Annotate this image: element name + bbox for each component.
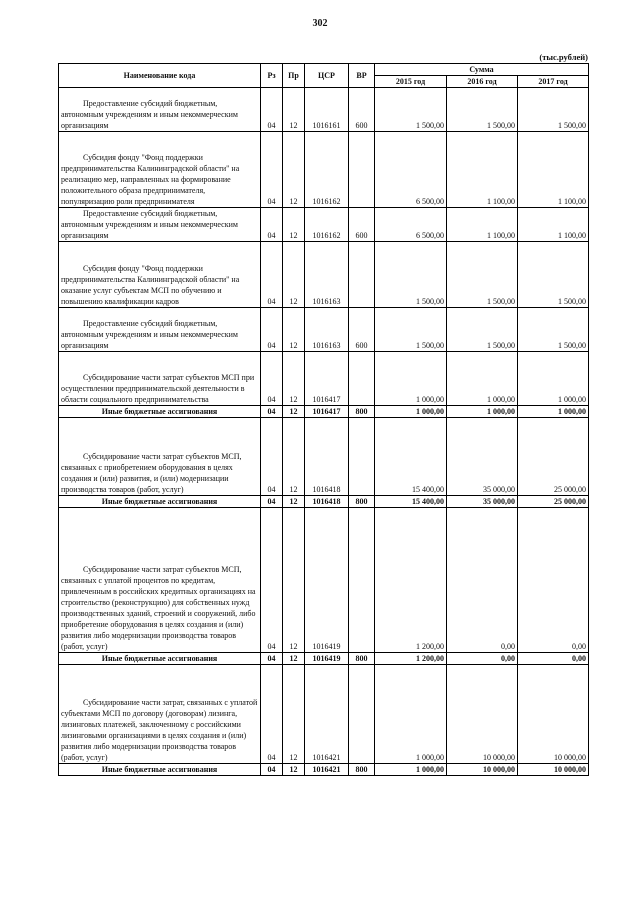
row-vr: 800: [349, 406, 375, 418]
row-sum-2015: 6 500,00: [375, 132, 447, 208]
table-row: [59, 665, 589, 764]
row-csr: 1016421: [305, 665, 349, 764]
row-pr: 12: [283, 508, 305, 653]
row-name: Иные бюджетные ассигнования: [59, 496, 261, 508]
row-csr: 1016417: [305, 406, 349, 418]
row-csr: 1016163: [305, 308, 349, 352]
row-sum-2016: 1 000,00: [447, 352, 518, 406]
row-sum-2016: 1 500,00: [447, 308, 518, 352]
row-vr: 800: [349, 653, 375, 665]
row-pr: 12: [283, 352, 305, 406]
row-vr: 600: [349, 208, 375, 242]
row-pr: 12: [283, 88, 305, 132]
col-header-vr: ВР: [349, 64, 375, 88]
col-header-name: Наименование кода: [59, 64, 261, 88]
row-name: Предоставление субсидий бюджетным, автономным учреждениям и иным некоммерческим организациям: [59, 308, 261, 352]
row-sum-2016: 1 100,00: [447, 208, 518, 242]
row-pr: 12: [283, 242, 305, 308]
row-vr: [349, 132, 375, 208]
row-sum-2016: 1 500,00: [447, 88, 518, 132]
row-csr: 1016421: [305, 764, 349, 776]
row-csr: 1016418: [305, 496, 349, 508]
row-name: Субсидирование части затрат субъектов МСП, связанных с приобретением оборудования в целях создания и (или) развития, и (или) модернизации производства товаров (работ, услуг): [59, 418, 261, 496]
row-sum-2015: 15 400,00: [375, 418, 447, 496]
row-vr: [349, 508, 375, 653]
row-csr: 1016162: [305, 208, 349, 242]
row-sum-2015: 1 500,00: [375, 88, 447, 132]
row-name: Предоставление субсидий бюджетным, автономным учреждениям и иным некоммерческим организациям: [59, 88, 261, 132]
row-sum-2015: 1 000,00: [375, 352, 447, 406]
table-row: [59, 508, 589, 653]
row-sum-2017: 1 500,00: [518, 242, 589, 308]
row-sum-2015: 1 500,00: [375, 308, 447, 352]
row-rz: 04: [261, 308, 283, 352]
row-vr: 600: [349, 308, 375, 352]
row-csr: 1016161: [305, 88, 349, 132]
row-pr: 12: [283, 496, 305, 508]
row-csr: 1016163: [305, 242, 349, 308]
row-csr: 1016162: [305, 132, 349, 208]
table-row: [59, 88, 589, 132]
budget-table: [58, 63, 589, 776]
row-csr: 1016419: [305, 508, 349, 653]
row-sum-2016: 1 000,00: [447, 406, 518, 418]
row-rz: 04: [261, 665, 283, 764]
col-header-sum: Сумма: [375, 64, 589, 76]
row-vr: 600: [349, 88, 375, 132]
row-sum-2015: 1 000,00: [375, 406, 447, 418]
row-rz: 04: [261, 418, 283, 496]
row-sum-2015: 1 500,00: [375, 242, 447, 308]
table-row: [59, 764, 589, 776]
row-rz: 04: [261, 653, 283, 665]
row-sum-2017: 1 500,00: [518, 88, 589, 132]
col-header-2015: 2015 год: [375, 76, 447, 88]
row-csr: 1016419: [305, 653, 349, 665]
row-sum-2017: 1 000,00: [518, 352, 589, 406]
table-row: [59, 308, 589, 352]
row-vr: [349, 418, 375, 496]
row-rz: 04: [261, 496, 283, 508]
row-sum-2016: 0,00: [447, 508, 518, 653]
row-sum-2015: 1 200,00: [375, 508, 447, 653]
row-name: Субсидия фонду "Фонд поддержки предпринимательства Калининградской области" на реализацию мер, направленных на формирование положительного образа предпринимателя, популяризацию роли предпринимателя: [59, 132, 261, 208]
row-sum-2017: 0,00: [518, 508, 589, 653]
row-sum-2016: 1 500,00: [447, 242, 518, 308]
row-csr: 1016418: [305, 418, 349, 496]
units-label: (тыс.рублей): [539, 52, 588, 62]
row-sum-2017: 25 000,00: [518, 496, 589, 508]
row-name: Субсидирование части затрат, связанных с уплатой субъектами МСП по договору (договорам) лизинга, лизинговых платежей, заключенному с российскими лизинговыми организациями в целях создания и (или) развития либо модернизации производства товаров (работ, услуг): [59, 665, 261, 764]
row-name: Предоставление субсидий бюджетным, автономным учреждениям и иным некоммерческим организациям: [59, 208, 261, 242]
row-rz: 04: [261, 406, 283, 418]
row-pr: 12: [283, 665, 305, 764]
row-sum-2016: 10 000,00: [447, 764, 518, 776]
row-name: Субсидирование части затрат субъектов МСП, связанных с уплатой процентов по кредитам, привлеченным в российских кредитных организациях на строительство (реконструкцию) для собственных нужд производственных зданий, строений и сооружений, либо приобретение оборудования в целях создания и (или) развития либо модернизации производства товаров (работ, услуг): [59, 508, 261, 653]
col-header-2017: 2017 год: [518, 76, 589, 88]
row-name: Иные бюджетные ассигнования: [59, 653, 261, 665]
row-rz: 04: [261, 88, 283, 132]
row-rz: 04: [261, 764, 283, 776]
col-header-csr: ЦСР: [305, 64, 349, 88]
row-sum-2015: 1 200,00: [375, 653, 447, 665]
row-name: Иные бюджетные ассигнования: [59, 406, 261, 418]
row-name: Субсидирование части затрат субъектов МСП при осуществлении предпринимательской деятельности в области социального предпринимательства: [59, 352, 261, 406]
row-rz: 04: [261, 208, 283, 242]
table-row: [59, 496, 589, 508]
table-row: [59, 132, 589, 208]
row-sum-2017: 1 100,00: [518, 208, 589, 242]
table-row: [59, 418, 589, 496]
row-sum-2017: 1 100,00: [518, 132, 589, 208]
row-rz: 04: [261, 242, 283, 308]
row-sum-2017: 1 500,00: [518, 308, 589, 352]
row-rz: 04: [261, 132, 283, 208]
table-row: [59, 352, 589, 406]
row-rz: 04: [261, 352, 283, 406]
row-sum-2015: 1 000,00: [375, 764, 447, 776]
row-sum-2016: 35 000,00: [447, 496, 518, 508]
row-vr: 800: [349, 764, 375, 776]
row-pr: 12: [283, 308, 305, 352]
row-rz: 04: [261, 508, 283, 653]
row-sum-2017: 1 000,00: [518, 406, 589, 418]
col-header-pr: Пр: [283, 64, 305, 88]
row-pr: 12: [283, 208, 305, 242]
row-sum-2016: 0,00: [447, 653, 518, 665]
row-pr: 12: [283, 653, 305, 665]
col-header-2016: 2016 год: [447, 76, 518, 88]
row-pr: 12: [283, 764, 305, 776]
table-row: [59, 653, 589, 665]
row-vr: [349, 665, 375, 764]
col-header-rz: Рз: [261, 64, 283, 88]
row-pr: 12: [283, 406, 305, 418]
row-csr: 1016417: [305, 352, 349, 406]
row-sum-2017: 10 000,00: [518, 764, 589, 776]
row-pr: 12: [283, 132, 305, 208]
row-pr: 12: [283, 418, 305, 496]
page-number: 302: [312, 18, 328, 29]
row-sum-2017: 25 000,00: [518, 418, 589, 496]
row-sum-2015: 1 000,00: [375, 665, 447, 764]
table-row: [59, 406, 589, 418]
row-vr: 800: [349, 496, 375, 508]
row-vr: [349, 242, 375, 308]
row-vr: [349, 352, 375, 406]
row-name: Иные бюджетные ассигнования: [59, 764, 261, 776]
row-sum-2016: 10 000,00: [447, 665, 518, 764]
row-sum-2017: 10 000,00: [518, 665, 589, 764]
table-row: [59, 208, 589, 242]
table-row: [59, 242, 589, 308]
row-sum-2017: 0,00: [518, 653, 589, 665]
row-sum-2015: 6 500,00: [375, 208, 447, 242]
row-sum-2016: 35 000,00: [447, 418, 518, 496]
row-sum-2016: 1 100,00: [447, 132, 518, 208]
row-sum-2015: 15 400,00: [375, 496, 447, 508]
row-name: Субсидия фонду "Фонд поддержки предпринимательства Калининградской области" на оказание услуг субъектам МСП по обучению и повышению квалификации кадров: [59, 242, 261, 308]
